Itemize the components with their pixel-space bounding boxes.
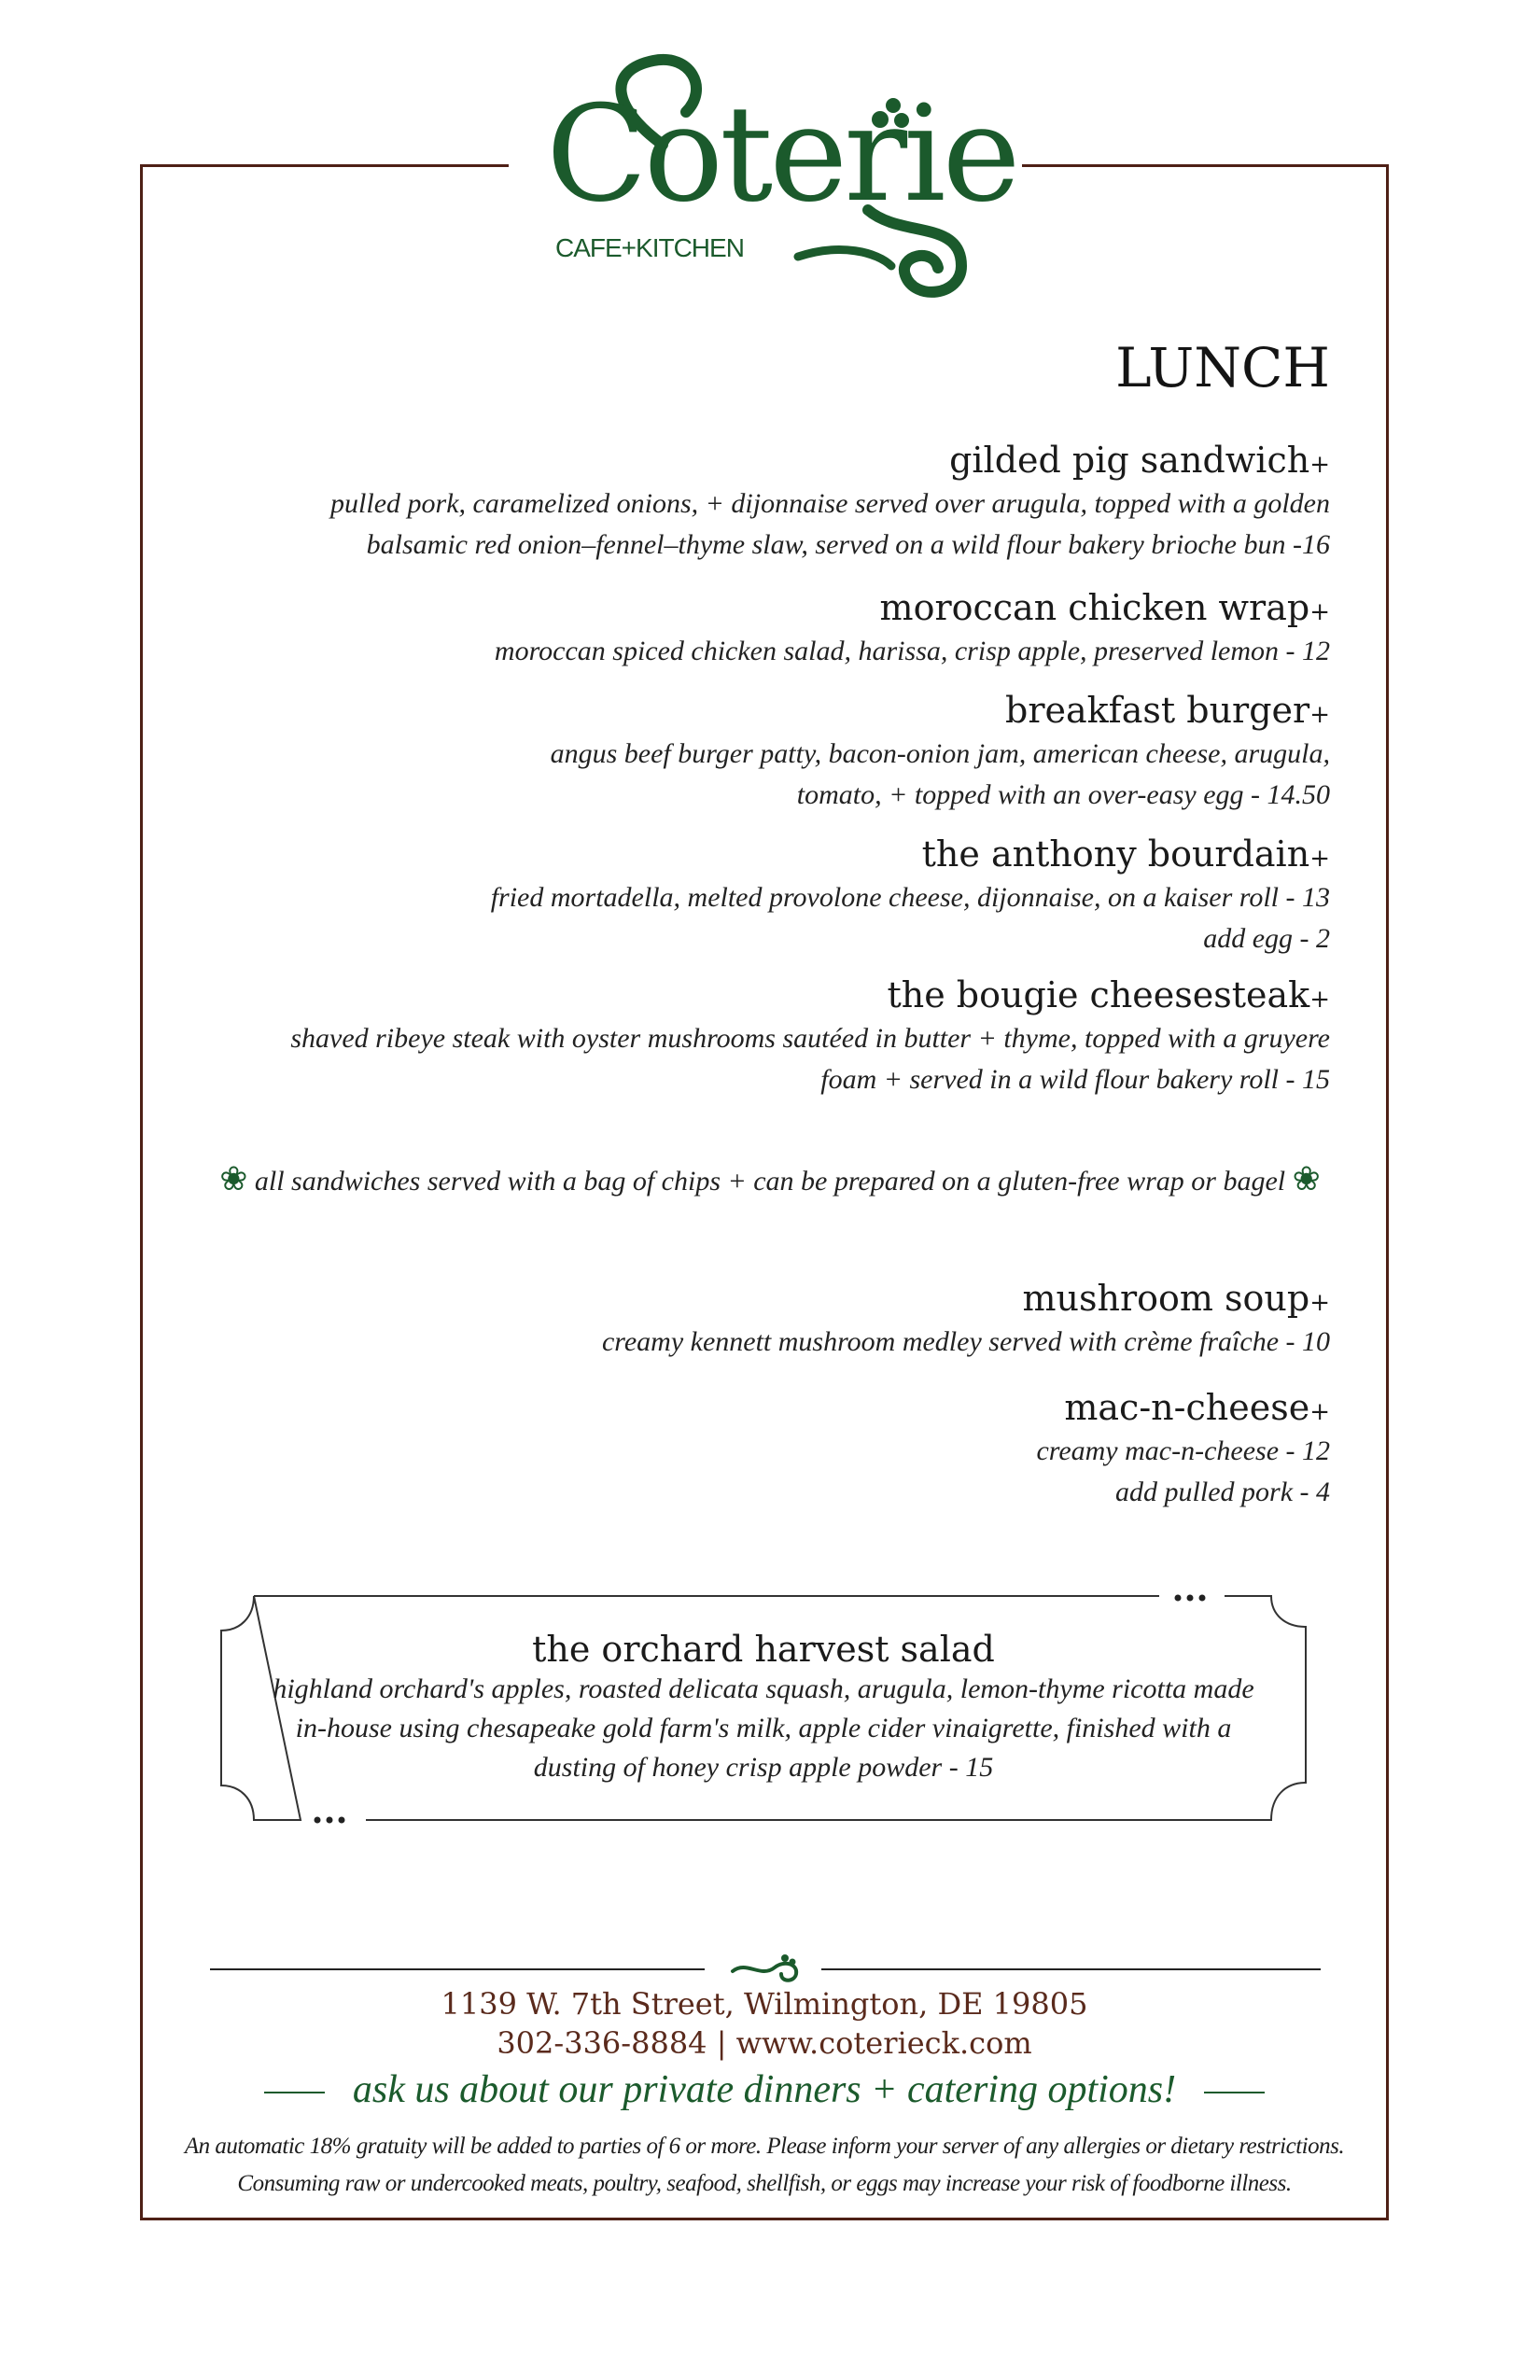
item-description: creamy kennett mushroom medley served with crème fraîche - 10 xyxy=(601,1325,1330,1357)
item-name: moroccan chicken wrap+ xyxy=(879,587,1330,628)
item-description: balsamic red onion–fennel–thyme slaw, served on a wild flour bakery brioche bun -16 xyxy=(366,528,1330,560)
swirl-icon: ❀ xyxy=(219,1160,248,1197)
menu-item xyxy=(257,439,1330,566)
item-description: tomato, + topped with an over-easy egg - 14.50 xyxy=(796,778,1330,810)
item-description: add pulled pork - 4 xyxy=(1115,1476,1330,1507)
brand-subtitle: CAFE+KITCHEN xyxy=(555,233,744,262)
divider xyxy=(1204,2092,1265,2093)
item-name: the bougie cheesesteak+ xyxy=(887,974,1330,1015)
salad-description: dusting of honey crisp apple powder - 15 xyxy=(533,1752,994,1783)
item-name: mac-n-cheese+ xyxy=(1064,1387,1330,1428)
item-description: angus beef burger patty, bacon-onion jam, american cheese, arugula, xyxy=(550,737,1330,769)
salad-content xyxy=(254,1629,1273,1787)
menu-item xyxy=(257,973,1330,1100)
fine-print: An automatic 18% gratuity will be added to parties of 6 or more. Please inform your server of any allergies or dietary restrictions. xyxy=(184,2134,1345,2159)
item-description: moroccan spiced chicken salad, harissa, crisp apple, preserved lemon - 12 xyxy=(494,635,1330,666)
section-title: LUNCH xyxy=(1115,336,1330,399)
salad-name: the orchard harvest salad xyxy=(532,1629,995,1670)
item-description: pulled pork, caramelized onions, + dijonnaise served over arugula, topped with a golden xyxy=(330,487,1330,519)
menu-item xyxy=(257,1386,1330,1513)
swirl-icon: ❀ xyxy=(1292,1160,1321,1197)
menu-item xyxy=(257,1277,1330,1363)
item-description: add egg - 2 xyxy=(1203,922,1330,954)
fine-print: Consuming raw or undercooked meats, poultry, seafood, shellfish, or eggs may increase your risk of foodborne illness. xyxy=(237,2171,1292,2196)
menu-item xyxy=(257,833,1330,959)
item-name: the anthony bourdain+ xyxy=(921,833,1330,875)
menu-item xyxy=(257,689,1330,816)
catering-tagline: ask us about our private dinners + catering options! xyxy=(140,2067,1389,2112)
item-description: fried mortadella, melted provolone cheese, dijonnaise, on a kaiser roll - 13 xyxy=(490,881,1330,913)
item-description: creamy mac-n-cheese - 12 xyxy=(1036,1435,1330,1466)
salad-description: highland orchard's apples, roasted delicata squash, arugula, lemon-thyme ricotta made xyxy=(273,1673,1254,1704)
featured-salad-box xyxy=(217,1591,1310,1825)
divider xyxy=(264,2092,325,2093)
brand-name: Coterie xyxy=(546,77,1017,231)
item-description: foam + served in a wild flour bakery roll - 15 xyxy=(820,1063,1330,1095)
item-name: gilded pig sandwich+ xyxy=(949,440,1330,481)
address: 1139 W. 7th Street, Wilmington, DE 19805 xyxy=(441,1986,1088,2022)
item-name: mushroom soup+ xyxy=(1022,1278,1330,1319)
item-name: breakfast burger+ xyxy=(1005,690,1330,731)
contact-info: 302-336-8884 | www.coterieck.com xyxy=(497,2025,1032,2061)
menu-item xyxy=(257,586,1330,672)
footer-divider xyxy=(210,1951,1321,1988)
sandwich-note: ❀ all sandwiches served with a bag of chips + can be prepared on a gluten-free wrap or bagel ❀ xyxy=(219,1160,1321,1197)
item-description: shaved ribeye steak with oyster mushrooms sautéed in butter + thyme, topped with a gruyere xyxy=(290,1022,1330,1054)
coterie-logo xyxy=(523,51,1017,313)
salad-description: in-house using chesapeake gold farm's milk, apple cider vinaigrette, finished with a xyxy=(295,1713,1232,1743)
